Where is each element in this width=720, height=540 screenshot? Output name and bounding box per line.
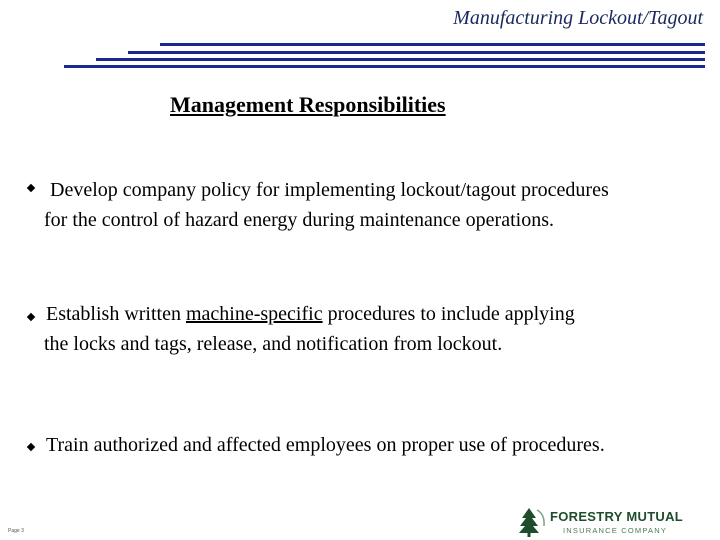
header-rule [64,65,705,68]
bullet-line: the locks and tags, release, and notification from lockout. [44,333,503,355]
header-title: Manufacturing Lockout/Tagout [453,7,703,29]
diamond-bullet-icon [27,313,35,321]
header-rule [160,43,705,46]
logo-subtitle: INSURANCE COMPANY [563,526,668,535]
bullet-line: Train authorized and affected employees on proper use of procedures. [46,434,605,456]
company-logo [517,506,717,540]
logo-name: FORESTRY MUTUAL [550,509,684,524]
bullet-text-segment: Establish written [46,303,186,325]
page-heading: Management Responsibilities [170,92,446,117]
bullet-line [46,299,575,329]
pine-tree-icon [517,506,547,538]
bullet-line: Develop company policy for implementing lockout/tagout procedures [50,179,609,201]
header-rule [96,58,705,61]
page-number: Page 3 [8,528,24,534]
bullet-line: for the control of hazard energy during maintenance operations. [44,209,554,231]
diamond-bullet-icon [27,443,35,451]
underlined-term: machine-specific [185,303,323,325]
header-rule [128,51,705,54]
bullet-text-segment: procedures to include applying [322,303,575,325]
diamond-bullet-icon [27,184,35,192]
